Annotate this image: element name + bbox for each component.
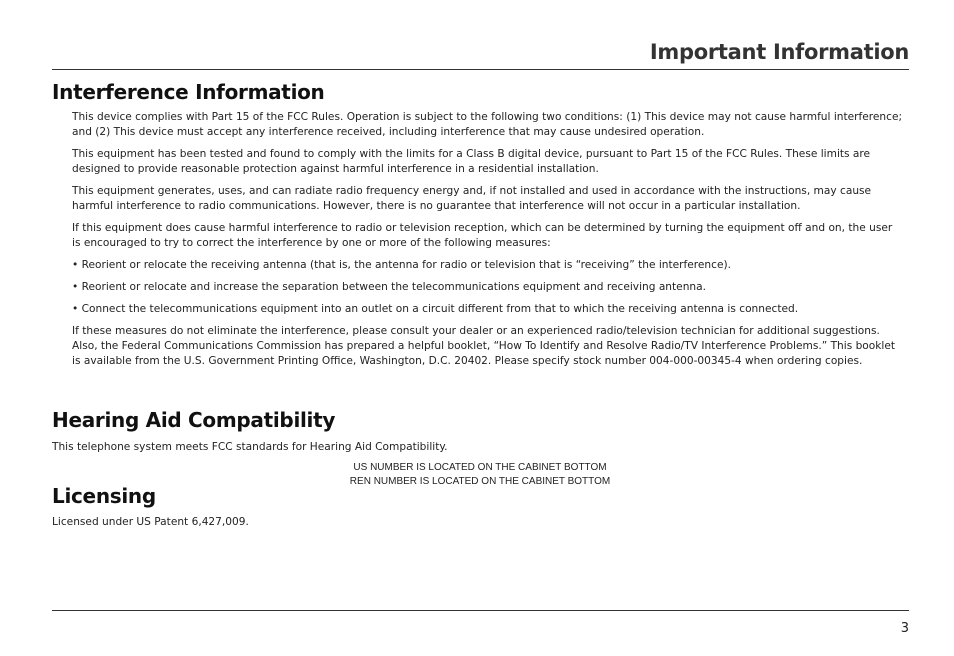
- interference-paragraph-1: This device complies with Part 15 of the FCC Rules. Operation is subject to the following two conditions: (1) This device may not cause harmful interference; and (2) This device must accept any interference received, including interference that may cause undesired operation.: [72, 111, 903, 138]
- footer-divider: [52, 610, 909, 611]
- interference-body: [72, 110, 904, 376]
- measure-bullet-3: • Connect the telecommunications equipment into an outlet on a circuit different from that to which the receiving antenna is connected.: [72, 303, 799, 315]
- interference-paragraph-2: This equipment has been tested and found to comply with the limits for a Class B digital device, pursuant to Part 15 of the FCC Rules. These limits are designed to provide reasonable protection against harmful interference in a residential installation.: [72, 148, 871, 175]
- measure-bullet-2: • Reorient or relocate and increase the separation between the telecommunications equipment and receiving antenna.: [72, 281, 706, 293]
- hearing-aid-text: This telephone system meets FCC standards for Hearing Aid Compatibility.: [52, 441, 448, 453]
- interference-paragraph-3: This equipment generates, uses, and can radiate radio frequency energy and, if not installed and used in accordance with the instructions, may cause harmful interference to radio communications. However, there is no guarantee that interference will not occur in a particular installation.: [72, 185, 872, 212]
- licensing-text: Licensed under US Patent 6,427,009.: [52, 516, 249, 528]
- hearing-aid-heading: Hearing Aid Compatibility: [52, 408, 336, 432]
- page-number: 3: [900, 621, 909, 636]
- interference-paragraph-4: If this equipment does cause harmful interference to radio or television reception, which can be determined by turning the equipment off and on, the user is encouraged to try to correct the interference by one or more of the following measures:: [72, 222, 893, 249]
- ren-number-note: REN NUMBER IS LOCATED ON THE CABINET BOTTOM: [349, 476, 611, 487]
- licensing-heading: Licensing: [52, 484, 156, 508]
- interference-paragraph-5: If these measures do not eliminate the interference, please consult your dealer or an experienced radio/television technician for additional suggestions. Also, the Federal Communications Commission has prepared a helpful booklet, “How To Identify and Resolve Radio/TV Interference Problems.” This booklet is available from the U.S. Government Printing Office, Washington, D.C. 20402. Please specify stock number 004-000-00345-4 when ordering copies.: [72, 325, 896, 367]
- measure-bullet-1: • Reorient or relocate the receiving antenna (that is, the antenna for radio or television that is “receiving” the interference).: [72, 259, 731, 271]
- page-header-title: Important Information: [649, 40, 909, 64]
- us-number-note: US NUMBER IS LOCATED ON THE CABINET BOTTOM: [353, 462, 607, 473]
- header-divider: [52, 69, 909, 70]
- interference-heading: Interference Information: [52, 80, 325, 104]
